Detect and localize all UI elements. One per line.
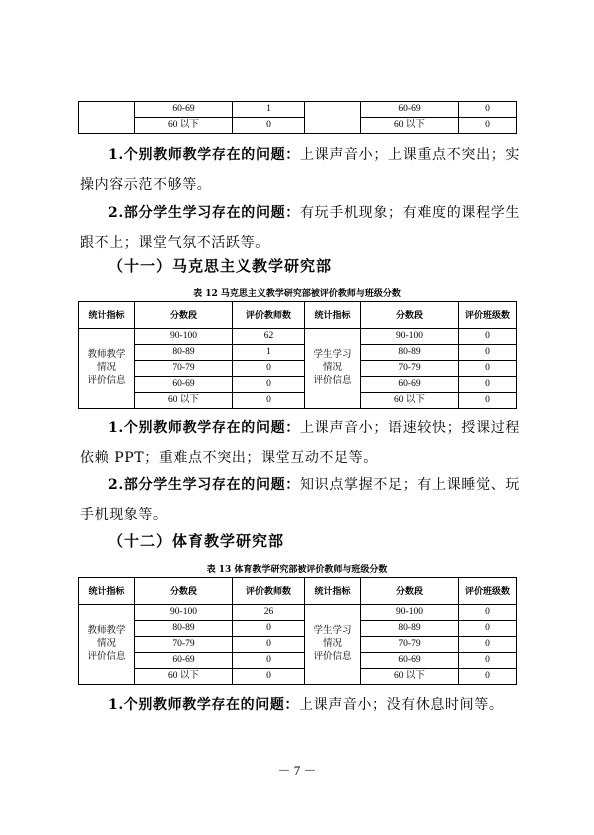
table-caption: 表 12 马克思主义教学研究部被评价教师与班级分数 (193, 289, 401, 299)
table-row (79, 118, 517, 134)
teacher-count: 0 (233, 621, 305, 637)
score-range: 90-100 (361, 329, 459, 345)
teacher-count: 1 (233, 102, 305, 118)
group-label: 教师教学 (87, 350, 126, 361)
teacher-count: 0 (233, 637, 305, 653)
paragraph-teacher-issues (80, 690, 520, 720)
table-row (79, 393, 517, 409)
paragraph-student-issues (80, 470, 520, 530)
score-range: 90-100 (361, 605, 459, 621)
score-range: 60 以下 (135, 118, 233, 134)
paragraph-text: 知识点掌握不足；有上课睡觉、玩手机现象等。 (80, 477, 521, 523)
score-range: 70-79 (361, 361, 459, 377)
table-header-row (79, 578, 517, 605)
column-header: 分数段 (361, 578, 459, 605)
class-count: 0 (459, 653, 517, 669)
column-header: 统计指标 (305, 302, 361, 329)
section-heading: （十一）马克思主义教学研究部 (108, 257, 333, 275)
score-range: 70-79 (135, 637, 233, 653)
score-range: 60-69 (361, 377, 459, 393)
paragraph-lead: 1.个别教师教学存在的问题： (108, 697, 300, 713)
column-header: 评价教师数 (233, 302, 305, 329)
class-count: 0 (459, 669, 517, 685)
column-header: 评价教师数 (233, 578, 305, 605)
class-count: 0 (459, 605, 517, 621)
group-label: 学生学习 (313, 350, 352, 361)
class-count: 0 (459, 329, 517, 345)
teacher-count: 0 (233, 393, 305, 409)
class-count: 0 (459, 637, 517, 653)
score-range: 60 以下 (361, 393, 459, 409)
paragraph-text: 上课声音小；语速较快；授课过程依赖 PPT；重难点不突出；课堂互动不足等。 (80, 420, 521, 466)
teacher-count: 0 (233, 118, 305, 134)
paragraph-teacher-issues (80, 413, 520, 473)
group-cell (305, 605, 361, 685)
paragraph-teacher-issues (80, 140, 520, 200)
score-range: 60 以下 (135, 669, 233, 685)
paragraph-lead: 1.个别教师教学存在的问题： (108, 147, 300, 163)
top-table (78, 101, 517, 134)
paragraph-lead: 2.部分学生学习存在的问题： (108, 477, 300, 493)
score-range: 60-69 (361, 653, 459, 669)
column-header: 分数段 (135, 302, 233, 329)
paragraph-lead: 2.部分学生学习存在的问题： (108, 205, 300, 221)
table-row (79, 329, 517, 345)
table-row (79, 361, 517, 377)
group-label: 情况 (96, 363, 116, 374)
paragraph-text: 有玩手机现象；有难度的课程学生跟不上；课堂气氛不活跃等。 (80, 205, 521, 251)
column-header: 统计指标 (79, 578, 135, 605)
column-header: 分数段 (361, 302, 459, 329)
paragraph-text: 上课声音小；没有休息时间等。 (299, 697, 504, 713)
group-label: 情况 (322, 363, 342, 374)
score-range: 60-69 (135, 102, 233, 118)
score-range: 90-100 (135, 605, 233, 621)
class-count: 0 (459, 377, 517, 393)
teacher-count: 0 (233, 653, 305, 669)
table-row (79, 669, 517, 685)
score-range: 60-69 (135, 653, 233, 669)
paragraph-student-issues (80, 198, 520, 258)
group-label: 评价信息 (313, 375, 352, 386)
teacher-count: 0 (233, 669, 305, 685)
column-header: 评价班级数 (459, 578, 517, 605)
table-row (79, 605, 517, 621)
score-range: 60-69 (361, 102, 459, 118)
column-header: 评价班级数 (459, 302, 517, 329)
score-range: 90-100 (135, 329, 233, 345)
class-count: 0 (459, 621, 517, 637)
score-range: 60-69 (135, 377, 233, 393)
score-range: 80-89 (135, 621, 233, 637)
table-row (79, 377, 517, 393)
group-cell (305, 102, 361, 134)
table-row (79, 102, 517, 118)
group-cell (79, 102, 135, 134)
group-cell (305, 329, 361, 409)
group-label: 评价信息 (87, 651, 126, 662)
score-range: 80-89 (135, 345, 233, 361)
column-header: 统计指标 (305, 578, 361, 605)
score-range: 80-89 (361, 621, 459, 637)
table-caption: 表 13 体育教学研究部被评价教师与班级分数 (206, 565, 388, 575)
table-row (79, 637, 517, 653)
table-row (79, 653, 517, 669)
page-number: － 7 － (277, 763, 317, 778)
group-label: 教师教学 (87, 626, 126, 637)
group-label: 情况 (322, 639, 342, 650)
teacher-count: 0 (233, 377, 305, 393)
score-range: 60 以下 (135, 393, 233, 409)
group-label: 评价信息 (313, 651, 352, 662)
table-header-row (79, 302, 517, 329)
score-range: 60 以下 (361, 118, 459, 134)
score-range: 70-79 (135, 361, 233, 377)
paragraph-lead: 1.个别教师教学存在的问题： (108, 420, 300, 436)
class-count: 0 (459, 361, 517, 377)
group-cell (79, 329, 135, 409)
group-label: 情况 (96, 639, 116, 650)
score-range: 70-79 (361, 637, 459, 653)
teacher-count: 1 (233, 345, 305, 361)
table-13 (78, 577, 517, 685)
group-label: 学生学习 (313, 626, 352, 637)
paragraph-text: 上课声音小；上课重点不突出；实操内容示范不够等。 (80, 147, 521, 193)
class-count: 0 (459, 102, 517, 118)
teacher-count: 0 (233, 361, 305, 377)
table-row (79, 621, 517, 637)
class-count: 0 (459, 345, 517, 361)
class-count: 0 (459, 393, 517, 409)
table-row (79, 345, 517, 361)
table-12 (78, 301, 517, 409)
column-header: 分数段 (135, 578, 233, 605)
teacher-count: 62 (233, 329, 305, 345)
score-range: 80-89 (361, 345, 459, 361)
score-range: 60 以下 (361, 669, 459, 685)
section-heading: （十二）体育教学研究部 (108, 532, 285, 550)
column-header: 统计指标 (79, 302, 135, 329)
class-count: 0 (459, 118, 517, 134)
teacher-count: 26 (233, 605, 305, 621)
group-cell (79, 605, 135, 685)
group-label: 评价信息 (87, 375, 126, 386)
